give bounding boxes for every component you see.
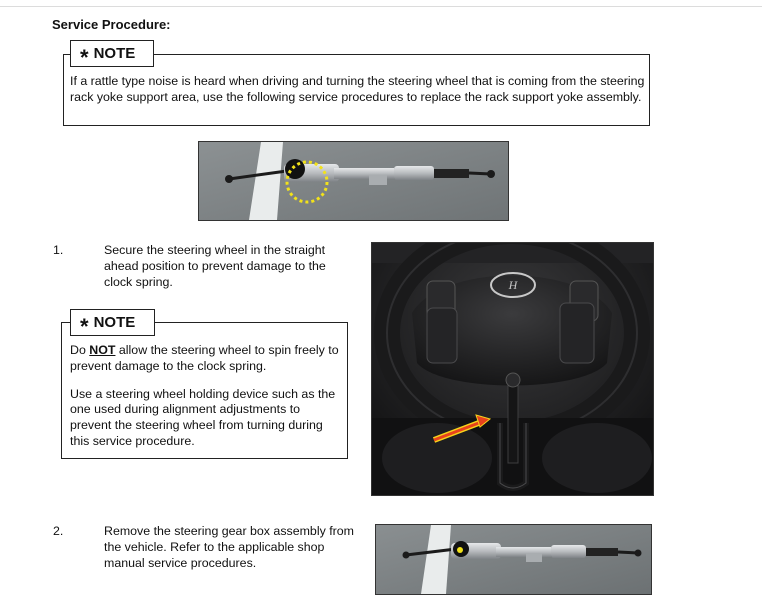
warning-text: allow the steering wheel to spin freely to prevent damage to the clock spring. bbox=[70, 343, 339, 373]
note-tab-step1 bbox=[70, 309, 155, 339]
step-number: 1. bbox=[53, 243, 64, 257]
note-paragraph-warning bbox=[70, 343, 342, 375]
note-paragraph-device: Use a steering wheel holding device such as the one used during alignment adjustments to prevent the steering wheel from turning during this service procedure. bbox=[70, 386, 336, 448]
steering-gearbox-photo bbox=[375, 524, 652, 595]
section-heading: Service Procedure: bbox=[52, 17, 171, 32]
top-divider bbox=[0, 6, 762, 7]
steering-rack-photo bbox=[198, 141, 509, 221]
asterisk-icon: * bbox=[80, 44, 89, 70]
steering-wheel-photo bbox=[371, 242, 654, 496]
svg-text:H: H bbox=[508, 278, 518, 292]
asterisk-icon: * bbox=[80, 313, 89, 339]
note-label: NOTE bbox=[93, 314, 136, 331]
note-tab-intro bbox=[70, 40, 154, 70]
step-text: Secure the steering wheel in the straight ahead position to prevent damage to the clock spring. bbox=[104, 243, 326, 289]
note-text-step1 bbox=[70, 343, 342, 462]
step-text: Remove the steering gear box assembly from the vehicle. Refer to the applicable shop manual service procedures. bbox=[104, 524, 354, 570]
note-text-intro: If a rattle type noise is heard when driving and turning the steering wheel that is coming from the steering rack yoke support area, use the following service procedures to replace the rack support yoke assembly. bbox=[70, 74, 645, 104]
warning-emphasis: NOT bbox=[89, 343, 116, 357]
step-number: 2. bbox=[53, 524, 64, 538]
warning-prefix: Do bbox=[70, 343, 86, 357]
note-label: NOTE bbox=[93, 45, 136, 62]
